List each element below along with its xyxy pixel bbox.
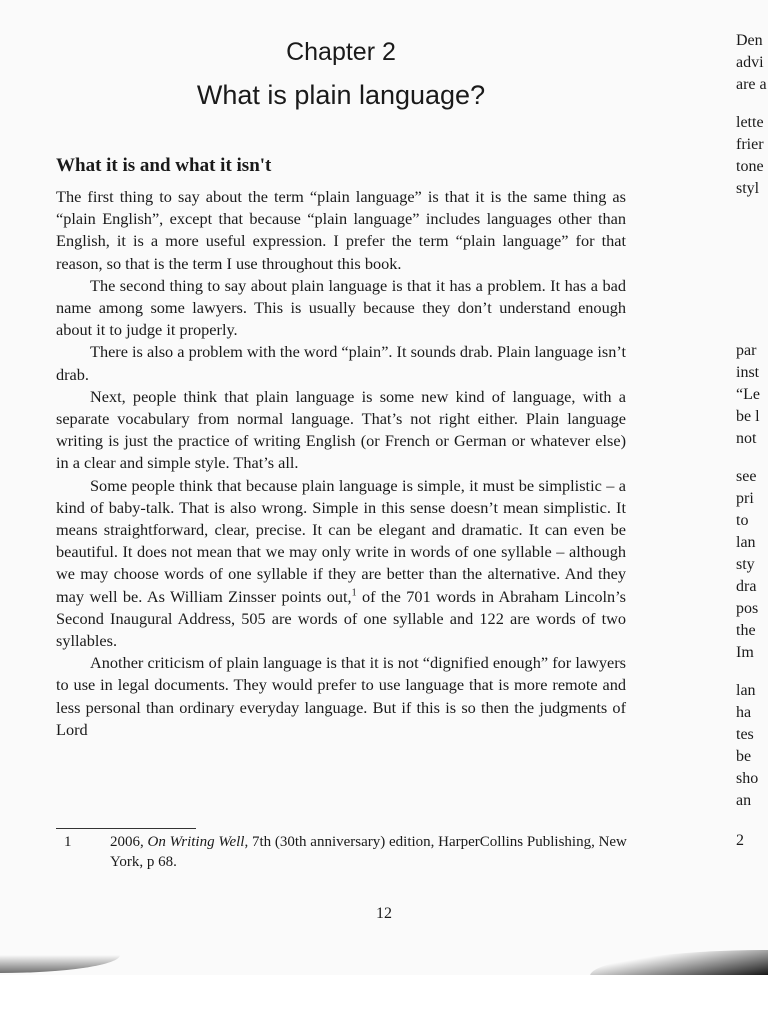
facing-page-fragment: the [736, 622, 756, 639]
facing-page-fragment: advi [736, 54, 764, 71]
footnote-book-title: On Writing Well [147, 834, 245, 850]
paragraph-2: The second thing to say about plain language is that it has a problem. It has a bad name among some lawyers. This is usually because they don’t understand enough about it to judge it properly. [56, 275, 626, 340]
paragraph-5-text: Some people think that because plain language is simple, it must be simplistic – a kind of baby-talk. That is also wrong. Simple in this sense doesn’t mean simplistic. It means straightforward, clear, precise. It can be elegant and dramatic. It can even be beautiful. It does not mean that we may only write in words of one syllable – although we may choose words of one syllable if they are better than the alternative. And they may well be. As William Zinsser points out, [56, 475, 626, 606]
facing-page-fragment: par [736, 342, 757, 359]
facing-page-fragment: pri [736, 490, 754, 507]
facing-page-fragment: lan [736, 534, 756, 551]
facing-page-fragment: lan [736, 682, 756, 699]
footnote-text [110, 832, 630, 872]
facing-page-edge [736, 0, 768, 860]
footnote-rule [56, 828, 196, 829]
facing-page-fragment: Im [736, 644, 754, 661]
page-curl-shadow-left [0, 955, 120, 973]
chapter-title: What is plain language? [196, 80, 486, 110]
facing-page-fragment: sho [736, 770, 759, 787]
facing-page-fragment: inst [736, 364, 760, 381]
page-number: 12 [376, 905, 392, 922]
facing-page-fragment: “Le [736, 386, 760, 403]
facing-page-fragment: styl [736, 180, 760, 197]
paragraph-5-tail: of the 701 words in Abraham Lincoln’s Second Inaugural Address, 505 are words of one syllable and 122 are words of two syllables. [56, 586, 626, 651]
footnote-text-after: , 7th (30th anniversary) edition, HarperCollins Publishing, New York, p 68. [110, 834, 627, 870]
facing-page-fragment: frier [736, 136, 764, 153]
facing-page-fragment: an [736, 792, 752, 809]
paragraph-1: The first thing to say about the term “plain language” is that it is the same thing as “plain English”, except that because “plain language” includes languages other than English, it is a more useful expression. I prefer the term “plain language” for that reason, so that is the term I use throughout this book. [56, 187, 626, 273]
paragraph-4: Next, people think that plain language is some new kind of language, with a separate vocabulary from normal language. That’s not right either. Plain language writing is just the practice of writing English (or French or German or whatever else) in a clear and simple style. That’s all. [56, 386, 626, 473]
facing-page-fragment: lette [736, 114, 764, 131]
paragraph-3: There is also a problem with the word “plain”. It sounds drab. Plain language isn’t drab. [56, 342, 626, 384]
facing-page-fragment: not [736, 430, 757, 447]
facing-page-fragment: Den [736, 32, 763, 49]
facing-page-fragment: be l [736, 408, 760, 425]
page-curl-shadow-right [590, 950, 768, 976]
facing-page-fragment: tone [736, 158, 764, 175]
section-heading: What it is and what it isn't [56, 155, 272, 176]
paragraph-6: Another criticism of plain language is that it is not “dignified enough” for lawyers to use in legal documents. They would prefer to use language that is more remote and less personal than ordinary everyday language. But if this is so then the judgments of Lord [56, 653, 626, 739]
facing-page-fragment: see [736, 468, 757, 485]
facing-page-fragment: to [736, 512, 749, 529]
facing-page-fragment: dra [736, 578, 757, 595]
body-text [56, 186, 626, 741]
footnote-mark: 1 [351, 587, 357, 599]
facing-page-fragment: sty [736, 556, 755, 573]
facing-page-fragment: are a [736, 76, 767, 93]
facing-page-fragment: 2 [736, 832, 744, 849]
paragraph-5 [56, 475, 626, 653]
scan-margin [0, 975, 768, 1024]
facing-page-fragment: tes [736, 726, 754, 743]
facing-page-fragment: ha [736, 704, 752, 721]
facing-page-fragment: pos [736, 600, 759, 617]
chapter-label: Chapter 2 [286, 38, 396, 66]
footnote-text-before: 2006, [110, 834, 148, 850]
footnote-number: 1 [64, 834, 72, 850]
facing-page-fragment: be [736, 748, 752, 765]
